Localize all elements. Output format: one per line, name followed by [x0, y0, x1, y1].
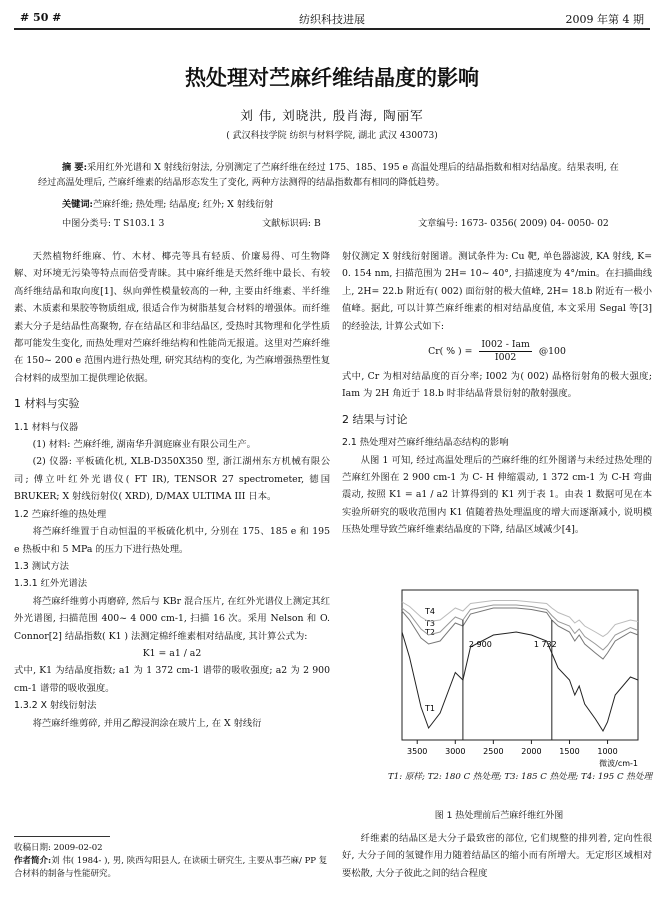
- abstract: [38, 160, 628, 190]
- plot-frame: [402, 590, 638, 740]
- abstract-text: 采用红外光谱和 X 射线衍射法, 分别测定了苎麻纤维在经过 175、185、195 e 高温处理后的结晶指数和相对结晶度。结果表明, 在经过高温处理后, 苎麻纤维素的结晶形态发生了变化, 两种方法测得的结晶指数都有相同的降低趋势。: [38, 162, 619, 188]
- author-list: 刘 伟, 刘晓洪, 殷肖海, 陶丽军: [240, 108, 424, 123]
- subsection-heading: 1.3 测试方法: [14, 560, 69, 572]
- formula-lhs: Cr( % ) =: [428, 346, 473, 358]
- left-column: [14, 248, 330, 732]
- keywords-label: 关键词:: [62, 199, 93, 210]
- x-tick-label: 1500: [559, 747, 580, 756]
- subsubsection-heading: 1.3.2 X 射线衍射法: [14, 700, 97, 712]
- clc-number: 中图分类号: T S103.1 3: [62, 218, 165, 229]
- x-tick-label: 1000: [597, 747, 618, 756]
- formula-numerator: I002 - Iam: [481, 339, 530, 351]
- x-axis-label: 微波/cm-1: [599, 759, 638, 768]
- issue-label: 2009 年第 4 期: [565, 13, 644, 26]
- right-column: [342, 248, 652, 539]
- series-label-t2: T2: [425, 628, 436, 637]
- ir-spectrum-svg: [388, 582, 650, 772]
- x-tick-label: 3000: [445, 747, 466, 756]
- xrd-method-paragraph: 将苎麻纤维剪碎, 并用乙醇浸润涂在玻片上, 在 X 射线衍: [32, 717, 262, 729]
- section-heading: 2 结果与讨论: [342, 412, 408, 426]
- x-tick-label: 3500: [407, 747, 428, 756]
- keywords-text: 苎麻纤维; 热处理; 结晶度; 红外; X 射线衍射: [92, 199, 274, 210]
- series-line-t1: [402, 632, 638, 731]
- series-line-t2: [402, 608, 638, 659]
- series-line-t3: [402, 605, 638, 650]
- footnote-divider: [14, 836, 110, 837]
- discussion-paragraph: 纤维素的结晶区是大分子最致密的部位, 它们规整的排列着, 定向性很好, 大分子间的氢键作用力随着结晶区的缩小而有所增大。无定形区域相对要松散, 大分子彼此之间的结合程度: [342, 833, 652, 879]
- series-line-t4: [402, 601, 638, 637]
- document-code: 文献标识码: B: [262, 218, 321, 229]
- series-label-t3: T3: [425, 619, 436, 628]
- formula-k1: K1 = a1 / a2: [142, 647, 202, 659]
- xrd-conditions-paragraph: 射仪测定 X 射线衍射图谱。测试条件为: Cu 靶, 单色器滤波, KA 射线, K= 0. 154 nm, 扫描范围为 2H= 10~ 40°, 扫描速度为 4°/min。在扫描曲线上, 2H= 22.b 附近有( 002) 面衍射的极大值峰, 2H= 18.b 附近有一极小值峰。据此, 可以计算苎麻纤维素的相对结晶度值, 本文采用 Segal 等[3] 的经验法, 计算公式如下:: [342, 251, 652, 332]
- subsubsection-heading: 1.3.1 红外光谱法: [14, 578, 88, 590]
- figure-legend-caption: T1: 原样; T2: 180 C 热处理; T3: 185 C 热处理; T4: 195 C 热处理: [388, 772, 653, 782]
- affiliation: ( 武汉科技学院 纺织与材料学院, 湖北 武汉 430073): [226, 131, 438, 141]
- subsection-heading: 1.2 苎麻纤维的热处理: [14, 508, 107, 520]
- author-bio-label: 作者简介:: [14, 856, 52, 866]
- xrd-definition-paragraph: 式中, Cr 为相对结晶度的百分率; I002 为( 002) 晶格衍射角的极大强度; Iam 为 2H 角近于 18.b 时非结晶背景衍射的散射强度。: [342, 371, 652, 400]
- series-label-t1: T1: [425, 704, 436, 713]
- footnote: [14, 842, 330, 881]
- formula-rhs: @100: [538, 346, 566, 358]
- x-tick-label: 2000: [521, 747, 542, 756]
- heat-treatment-paragraph: 将苎麻纤维置于自动恒温的平板硫化机中, 分别在 175、185 e 和 195 e 热板中和 5 MPa 的压力下进行热处理。: [14, 526, 330, 555]
- formula-cr: [342, 339, 652, 364]
- running-header: [14, 8, 650, 30]
- subsection-heading: 1.1 材料与仪器: [14, 421, 79, 433]
- journal-name: 纺织科技进展: [299, 13, 365, 26]
- peak-annotation: 1 732: [533, 640, 557, 649]
- page-number: # 50 #: [20, 11, 62, 24]
- received-date: 收稿日期: 2009-02-02: [14, 843, 103, 853]
- section-heading: 1 材料与实验: [14, 397, 80, 411]
- series-label-t4: T4: [425, 607, 436, 616]
- materials-item: (1) 材料: 苎麻纤维, 湖南华升洞庭麻业有限公司生产。: [32, 439, 256, 451]
- x-tick-label: 2500: [483, 747, 504, 756]
- peak-annotation: 2 900: [468, 640, 492, 649]
- results-paragraph: 从图 1 可知, 经过高温处理后的苎麻纤维的红外图谱与未经过热处理的苎麻红外图在 2 900 cm-1 为 C- H 伸缩震动, 1 372 cm-1 为 C-H 弯曲震动, 按照 K1 = a1 / a2 计算得到的 K1 列于表 1。由表 1 数据可见在本实验所研究的吸收范围内 K1 值随着热处理温度的增大而逐渐减小, 说明模压热处理导致苎麻纤维素结晶度的下降, 结晶区域减少[4]。: [342, 454, 652, 536]
- abstract-label: 摘 要:: [62, 162, 87, 173]
- paper-title: 热处理对苎麻纤维结晶度的影响: [185, 66, 479, 90]
- figure-title: 图 1 热处理前后苎麻纤维红外图: [434, 811, 564, 821]
- subsection-heading: 2.1 热处理对苎麻纤维结晶态结构的影响: [342, 437, 509, 449]
- right-column-bottom: [342, 830, 652, 882]
- ir-definition-paragraph: 式中, K1 为结晶度指数; a1 为 1 372 cm-1 谱带的吸收强度; a2 为 2 900 cm-1 谱带的吸收强度。: [14, 665, 330, 694]
- instruments-item: (2) 仪器: 平板硫化机, XLB-D350X350 型, 浙江湖州东方机械有限公司; 傅立叶红外光谱仪( FT IR), TENSOR 27 spectrometer, 德国 BRUKER; X 射线衍射仪( XRD), D/MAX ULTIMA III 日本。: [14, 456, 330, 503]
- author-bio: 刘 伟( 1984- ), 男, 陕西勾阳县人, 在读硕士研究生, 主要从事苎麻/ PP 复合材料的制备与性能研究。: [14, 856, 328, 879]
- keywords: [62, 196, 274, 210]
- formula-denominator: I002: [494, 352, 517, 364]
- article-number: 文章编号: 1673- 0356( 2009) 04- 0050- 02: [418, 218, 609, 229]
- intro-paragraph: 天然植物纤维麻、竹、木材、椰壳等具有轻质、价廉易得、可生物降解、对环境无污染等特点而倍受青睐。其中麻纤维是天然纤维中最长、有较高纤维结晶和取向度[1]、纵向弹性模量较高的一种, 主要由纤维素、半纤维素、木质素和果胶等物质组成, 很适合作为树脂基复合材料的增强体。而纤维素大分子是结晶性高聚物, 存在结晶区和非结晶区, 受热时其物理和化学性质都可能发生变化, 而热处理对苎麻纤维结构和性能尚无报道。这里对苎麻纤维在 150~ 200 e 范围内进行热处理, 研究其结构的变化, 为苎麻增强热塑性复合材料的成型加工提供理论依据。: [14, 251, 330, 384]
- ir-method-paragraph: 将苎麻纤维剪小再磨碎, 然后与 KBr 混合压片, 在红外光谱仪上测定其红外光谱图, 扫描范围 400~ 4 000 cm-1, 扫描 16 次。采用 Nelson 和 O. Connor[2] 结晶指数( K1 ) 法测定棉纤维素相对结晶度, 其计算公式为:: [14, 595, 330, 642]
- formula-fraction: [479, 339, 532, 364]
- ir-spectrum-chart: [388, 582, 650, 776]
